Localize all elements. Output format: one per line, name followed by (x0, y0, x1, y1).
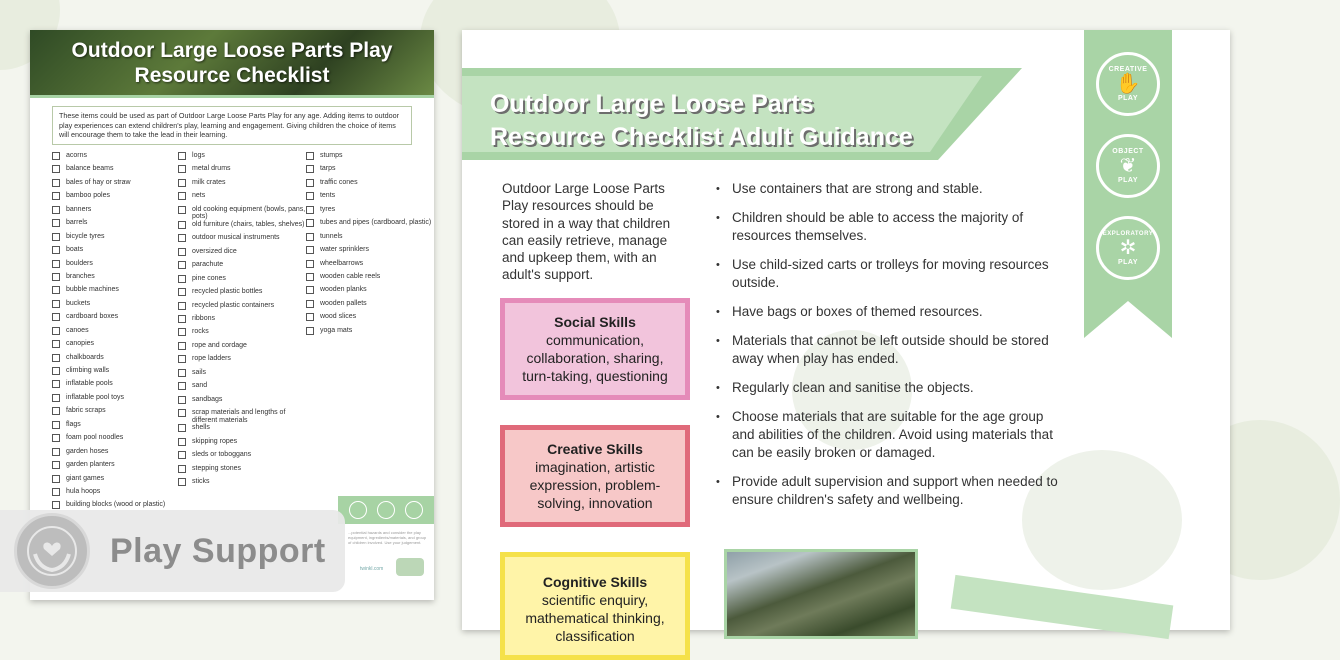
checkbox[interactable] (178, 409, 186, 417)
checklist-item (178, 328, 306, 341)
play-support-badge (0, 510, 345, 592)
checklist-item (178, 438, 306, 451)
checklist-item-label: metal drums (192, 165, 231, 173)
checklist-item (306, 313, 432, 326)
checklist-item (52, 273, 178, 286)
checklist-item-label: oversized dice (192, 247, 237, 255)
checkbox[interactable] (306, 286, 314, 294)
checklist-item-label: cardboard boxes (66, 313, 119, 321)
skill-description: imagination, artistic expression, problem-solving, innovation (529, 459, 661, 511)
checklist-item-label: yoga mats (319, 326, 353, 334)
checkbox[interactable] (306, 192, 314, 200)
play-support-label: Play Support (110, 531, 326, 570)
checkbox[interactable] (52, 233, 60, 241)
checklist-item-label: tents (319, 192, 336, 200)
guidance-bullet: • Provide adult supervision and support when needed to ensure children's safety and wellbeing. (716, 473, 1066, 509)
checklist-item (52, 488, 178, 501)
checkbox[interactable] (178, 328, 186, 336)
checklist-item-label: outdoor musical instruments (192, 234, 280, 242)
checklist-item (52, 448, 178, 461)
checklist-item-label: water sprinklers (319, 246, 369, 254)
guidance-page-preview (462, 30, 1230, 644)
object-play-badge (1096, 134, 1160, 198)
checklist-header (30, 30, 434, 98)
checklist-item (178, 369, 306, 382)
hands-heart-icon (14, 513, 90, 589)
checkbox[interactable] (306, 300, 314, 308)
checklist-item-label: buckets (66, 299, 91, 307)
checklist-item-label: branches (66, 272, 95, 280)
guidance-bullet: • Use child-sized carts or trolleys for moving resources outside. (716, 256, 1066, 292)
checkbox[interactable] (178, 261, 186, 269)
checklist-item (306, 206, 432, 219)
checklist-item-label: bicycle tyres (66, 232, 105, 240)
checklist-item (52, 475, 178, 488)
badge-top-label: EXPLORATORY (1102, 230, 1154, 237)
checkbox[interactable] (52, 206, 60, 214)
footer-site: twinkl.com (360, 566, 384, 572)
checkbox[interactable] (306, 233, 314, 241)
checkbox[interactable] (178, 275, 186, 283)
checkbox[interactable] (52, 152, 60, 160)
checklist-item-label: parachute (192, 261, 224, 269)
checklist-item (52, 152, 178, 165)
checklist-item-label: traffic cones (319, 178, 358, 186)
checklist-item-label: flags (66, 420, 81, 428)
checkbox[interactable] (52, 394, 60, 402)
checklist-item-label: chalkboards (66, 353, 104, 361)
checkbox[interactable] (178, 438, 186, 446)
guidance-title (490, 88, 913, 154)
checklist-item (52, 394, 178, 407)
checkbox[interactable] (52, 501, 60, 509)
checklist-item-label: inflatable pool toys (66, 393, 124, 401)
checklist-item-label: bubble machines (66, 286, 119, 294)
checklist-item (52, 219, 178, 232)
checklist-item (52, 340, 178, 353)
checklist-item-label: recycled plastic bottles (192, 288, 263, 296)
checklist-item (306, 273, 432, 286)
checklist-item (52, 300, 178, 313)
checkbox[interactable] (52, 192, 60, 200)
checklist-item (178, 206, 306, 221)
checklist-item-label: canoes (66, 326, 89, 334)
badge-bottom-label: PLAY (1117, 177, 1139, 184)
checklist-item-label: climbing walls (66, 367, 110, 374)
checkbox[interactable] (52, 313, 60, 321)
checklist-item (178, 152, 306, 165)
exploratory-play-icon (405, 501, 423, 519)
checkbox[interactable] (52, 407, 60, 415)
checklist-item-label: boats (66, 246, 84, 254)
checklist-item-label: sticks (192, 478, 210, 485)
checkbox[interactable] (52, 260, 60, 268)
checklist-item-label: logs (192, 152, 205, 159)
brand-logo (396, 558, 424, 576)
checklist-item (52, 179, 178, 192)
checklist-item (306, 219, 432, 232)
checklist-item (52, 165, 178, 178)
checklist-item-label: tarps (319, 165, 336, 173)
checkbox[interactable] (178, 382, 186, 390)
checklist-item-label: milk crates (192, 178, 226, 186)
checklist-item-label: foam pool noodles (66, 434, 124, 442)
checklist-item (178, 465, 306, 478)
checklist-item (306, 246, 432, 259)
checkbox[interactable] (306, 246, 314, 254)
creative-play-badge (1096, 52, 1160, 116)
checklist-item (52, 286, 178, 299)
checklist-item-label: shells (192, 424, 210, 432)
checklist-item (306, 260, 432, 273)
checklist-item (178, 179, 306, 192)
checkbox[interactable] (52, 219, 60, 227)
checkbox[interactable] (306, 219, 314, 227)
checklist-item-label: acorns (66, 152, 88, 159)
checklist-item (178, 396, 306, 409)
checkbox[interactable] (52, 367, 60, 375)
checklist-item (306, 327, 432, 340)
checkbox[interactable] (178, 369, 186, 377)
guidance-bullet-list (716, 180, 1066, 520)
creative-skills-box (500, 425, 690, 527)
checkbox[interactable] (178, 451, 186, 459)
checklist-footer-note: ...potential hazards and consider the play equipment, ingredients/materials, and group of children involved. Use your judgement. (348, 530, 427, 545)
checklist-item-label: fabric scraps (66, 407, 106, 415)
checkbox[interactable] (178, 165, 186, 173)
checkbox[interactable] (178, 248, 186, 256)
checkbox[interactable] (178, 465, 186, 473)
checklist-item-label: canopies (66, 340, 95, 348)
checklist-column-2 (178, 152, 306, 515)
checkbox[interactable] (52, 488, 60, 496)
checklist-item-label: wooden cable reels (319, 272, 381, 280)
checkbox[interactable] (178, 315, 186, 323)
badge-top-label: CREATIVE (1108, 66, 1148, 73)
checkbox[interactable] (178, 192, 186, 200)
checkbox[interactable] (52, 354, 60, 362)
guidance-bullet: • Choose materials that are suitable for the age group and abilities of the children. Avoid using materials that can be easily broken or damaged. (716, 408, 1066, 462)
checklist-item-label: scrap materials and lengths of different materials (192, 409, 286, 424)
checklist-item (306, 152, 432, 165)
checklist-item-label: nets (192, 192, 206, 200)
checkbox[interactable] (306, 206, 314, 214)
exploratory-play-badge (1096, 216, 1160, 280)
skill-description: communication, collaboration, sharing, turn-taking, questioning (522, 332, 668, 384)
checklist-item (178, 478, 306, 491)
checklist-item-label: garden hoses (66, 447, 109, 455)
social-skills-box (500, 298, 690, 400)
checkbox[interactable] (306, 273, 314, 281)
checklist-item (306, 179, 432, 192)
checklist-item (178, 315, 306, 328)
checklist-item (178, 409, 306, 424)
guidance-bullet: • Use containers that are strong and stable. (716, 180, 1066, 198)
checklist-column-1 (52, 152, 178, 515)
checklist-item (52, 206, 178, 219)
checkbox[interactable] (52, 300, 60, 308)
checkbox[interactable] (52, 448, 60, 456)
checkbox[interactable] (178, 396, 186, 404)
checklist-item-label: recycled plastic containers (192, 301, 275, 309)
checklist-item-label: balance beams (66, 165, 114, 173)
checklist-item (52, 461, 178, 474)
checklist-item-label: garden planters (66, 461, 115, 469)
checklist-item-label: tunnels (319, 232, 343, 240)
checkbox[interactable] (52, 246, 60, 254)
checklist-item (178, 355, 306, 368)
checklist-item-label: sleds or toboggans (192, 451, 252, 459)
checklist-item-label: boulders (66, 259, 93, 267)
checkbox[interactable] (52, 421, 60, 429)
checklist-item (52, 367, 178, 380)
decorative-stripe (951, 575, 1174, 639)
checklist-item (178, 288, 306, 301)
checklist-item (52, 407, 178, 420)
checklist-item (306, 300, 432, 313)
checklist-item-label: sand (192, 382, 208, 390)
checkbox[interactable] (178, 342, 186, 350)
skill-title: Cognitive Skills (542, 574, 648, 590)
checklist-item (178, 261, 306, 274)
skill-title: Creative Skills (547, 441, 643, 457)
checklist-item (178, 302, 306, 315)
guidance-bullet: • Materials that cannot be left outside should be stored away when play has ended. (716, 332, 1066, 368)
checkbox[interactable] (52, 434, 60, 442)
checkbox[interactable] (178, 478, 186, 486)
checklist-item (52, 246, 178, 259)
checklist-item-label: wooden pallets (319, 299, 367, 307)
checklist-item-label: wooden planks (319, 286, 367, 294)
checklist-intro: These items could be used as part of Outdoor Large Loose Parts Play for any age. Adding items to outdoor play experiences can extend children's play, learning and engagement. Giving children the choice of items will encourage them to take the lead in their learning. (52, 106, 412, 145)
checkbox[interactable] (306, 179, 314, 187)
guidance-bullet: • Regularly clean and sanitise the objects. (716, 379, 1066, 397)
checklist-item (306, 233, 432, 246)
checkbox[interactable] (52, 461, 60, 469)
checklist-item (178, 192, 306, 205)
guidance-intro: Outdoor Large Loose Parts Play resources should be stored in a way that children can easily retrieve, manage and upkeep them, with an adult's support. (502, 181, 671, 283)
checklist-item (52, 192, 178, 205)
checkbox[interactable] (52, 179, 60, 187)
checklist-item-label: barrels (66, 219, 88, 227)
object-play-icon (377, 501, 395, 519)
checklist-item-label: sails (192, 368, 207, 376)
guidance-title-line1: Outdoor Large Loose Parts (490, 90, 814, 118)
checklist-item-label: pine cones (192, 274, 226, 282)
checklist-item-label: rope ladders (192, 355, 231, 363)
guidance-bullet: • Children should be able to access the majority of resources themselves. (716, 209, 1066, 245)
checklist-item (52, 380, 178, 393)
checklist-item-label: bales of hay or straw (66, 178, 131, 186)
checkbox[interactable] (306, 313, 314, 321)
checkbox[interactable] (178, 424, 186, 432)
checkbox[interactable] (306, 165, 314, 173)
checklist-item (178, 248, 306, 261)
checklist-item-label: rocks (192, 328, 209, 336)
checklist-item (52, 354, 178, 367)
checklist-item (52, 421, 178, 434)
checklist-columns (52, 152, 432, 515)
checklist-item (178, 165, 306, 178)
checklist-item (306, 286, 432, 299)
checklist-item (306, 192, 432, 205)
checklist-item (178, 275, 306, 288)
checklist-item (178, 424, 306, 437)
checkbox[interactable] (178, 221, 186, 229)
checklist-item-label: wheelbarrows (319, 259, 364, 267)
checklist-item (306, 165, 432, 178)
checklist-item (52, 327, 178, 340)
checklist-item-label: old furniture (chairs, tables, shelves) (192, 220, 305, 228)
checkbox[interactable] (178, 234, 186, 242)
checklist-item-label: banners (66, 205, 92, 213)
skill-title: Social Skills (554, 314, 636, 330)
guidance-bullet: • Have bags or boxes of themed resources. (716, 303, 1066, 321)
checklist-item-label: inflatable pools (66, 380, 113, 388)
checklist-item (52, 233, 178, 246)
hand-icon: ✋ (1115, 73, 1141, 95)
checkbox[interactable] (178, 152, 186, 160)
badge-top-label: OBJECT (1112, 148, 1144, 155)
checklist-item-label: stumps (319, 152, 343, 159)
checklist-column-3 (306, 152, 432, 515)
checkbox[interactable] (52, 380, 60, 388)
checklist-item-label: skipping ropes (192, 437, 238, 445)
checklist-item (178, 451, 306, 464)
checkbox[interactable] (178, 179, 186, 187)
checkbox[interactable] (52, 475, 60, 483)
checkbox[interactable] (178, 206, 186, 214)
checklist-item (178, 342, 306, 355)
checkbox[interactable] (52, 273, 60, 281)
checkbox[interactable] (178, 302, 186, 310)
checklist-item-label: wood slices (319, 313, 357, 321)
checklist-item (52, 313, 178, 326)
checkbox[interactable] (178, 288, 186, 296)
checkbox[interactable] (52, 327, 60, 335)
creative-play-icon (349, 501, 367, 519)
checkbox[interactable] (52, 340, 60, 348)
rock-cliff-photo (724, 549, 918, 639)
guidance-title-line2: Resource Checklist Adult Guidance (490, 123, 913, 151)
checklist-title-line1: Outdoor Large Loose Parts Play (71, 38, 393, 62)
checklist-item-label: giant games (66, 474, 105, 482)
compass-icon: ✲ (1119, 236, 1137, 259)
checklist-item-label: hula hoops (66, 487, 101, 495)
checkbox[interactable] (306, 327, 314, 335)
checklist-item (178, 221, 306, 234)
play-type-logos (338, 496, 434, 524)
checkbox[interactable] (306, 152, 314, 160)
checklist-item (52, 434, 178, 447)
checkbox[interactable] (306, 260, 314, 268)
checklist-item-label: ribbons (192, 315, 215, 322)
checkbox[interactable] (52, 286, 60, 294)
checklist-item-label: building blocks (wood or plastic) (66, 501, 166, 509)
checklist-item-label: rope and cordage (192, 341, 247, 349)
skill-description: scientific enquiry, mathematical thinking, classification (525, 592, 665, 644)
checklist-item-label: tubes and pipes (cardboard, plastic) (319, 219, 432, 227)
seedling-icon: ❦ (1119, 155, 1137, 177)
checklist-item (178, 234, 306, 247)
checklist-item-label: tyres (319, 205, 336, 213)
checklist-title-line2: Resource Checklist (134, 63, 330, 87)
checklist-item-label: bamboo poles (66, 192, 110, 200)
checklist-item-label: sandbags (192, 395, 223, 403)
badge-bottom-label: PLAY (1117, 95, 1139, 102)
checklist-item-label: old cooking equipment (bowls, pans, pots) (192, 205, 306, 221)
checklist-item (52, 260, 178, 273)
checkbox[interactable] (52, 165, 60, 173)
badge-bottom-label: PLAY (1117, 258, 1139, 266)
checklist-item-label: stepping stones (192, 464, 242, 472)
cognitive-skills-box (500, 552, 690, 660)
checkbox[interactable] (178, 355, 186, 363)
checklist-item (178, 382, 306, 395)
